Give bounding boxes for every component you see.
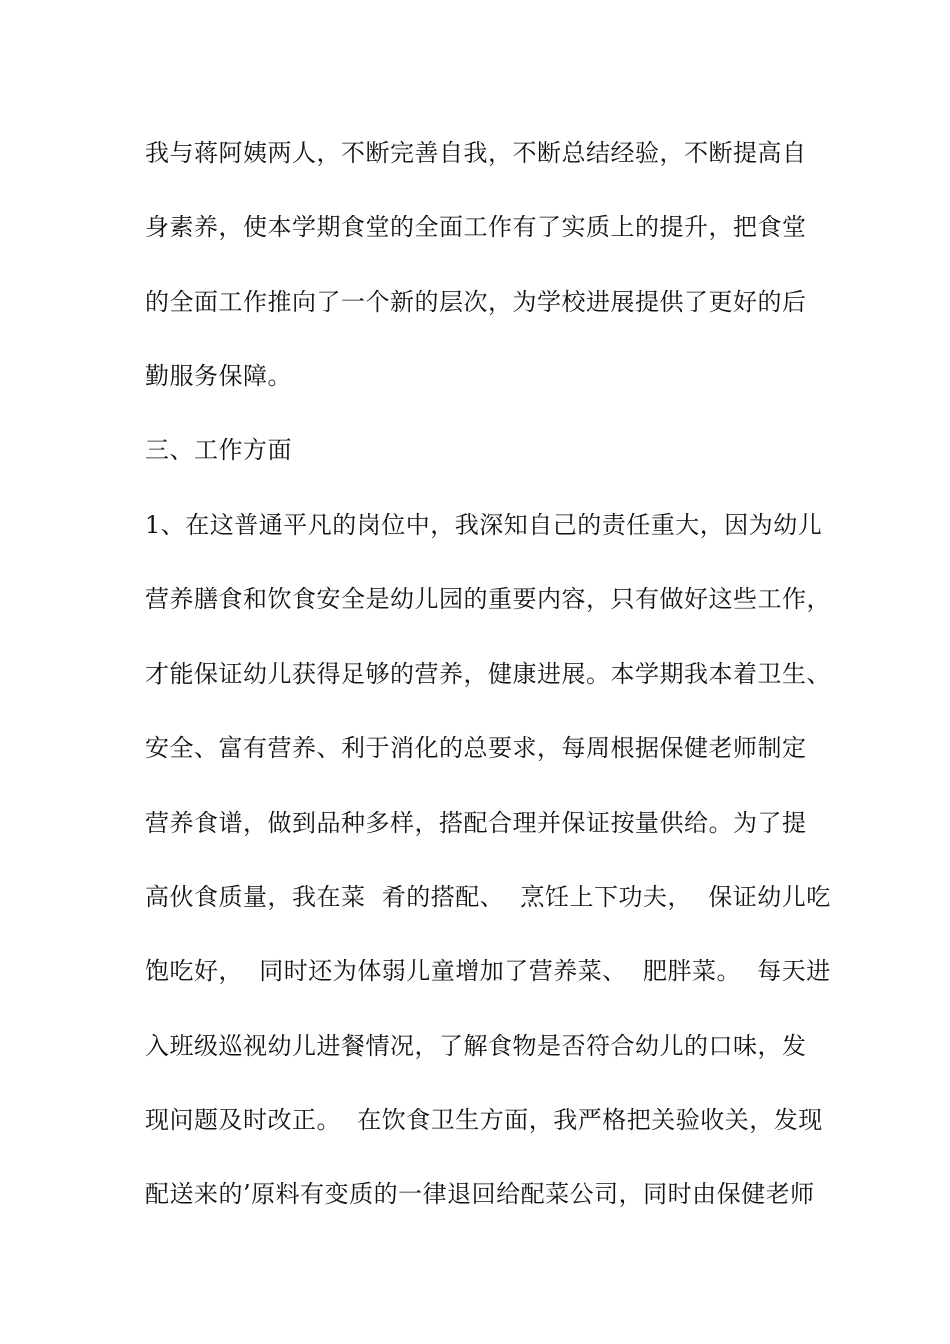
body-text-line: 勤服务保障。 (145, 362, 292, 390)
body-text-line: 安全、富有营养、利于消化的总要求，每周根据保健老师制定 (145, 734, 807, 762)
body-text-line: 身素养，使本学期食堂的全面工作有了实质上的提升，把食堂 (145, 213, 807, 241)
body-text-line: 入班级巡视幼儿进餐情况，了解食物是否符合幼儿的口味，发 (145, 1032, 807, 1060)
body-text-line: 营养膳食和饮食安全是幼儿园的重要内容，只有做好这些工作， (145, 585, 831, 613)
body-text-line: 饱吃好， 同时还为体弱儿童增加了营养菜、 肥胖菜。 每天进 (145, 957, 831, 985)
body-text-line: 才能保证幼儿获得足够的营养，健康进展。本学期我本着卫生、 (145, 660, 831, 688)
body-text-line: 配送来的’原料有变质的一律退回给配菜公司，同时由保健老师 (145, 1180, 815, 1208)
body-text-line: 我与蒋阿姨两人，不断完善自我，不断总结经验，不断提高自 (145, 139, 807, 167)
body-text-line: 现问题及时改正。 在饮食卫生方面，我严格把关验收关，发现 (145, 1106, 823, 1134)
body-text-line: 的全面工作推向了一个新的层次，为学校进展提供了更好的后 (145, 288, 807, 316)
body-text-line: 高伙食质量，我在菜 肴的搭配、 烹饪上下功夫， 保证幼儿吃 (145, 883, 831, 911)
body-text-line: 营养食谱，做到品种多样，搭配合理并保证按量供给。为了提 (145, 809, 807, 837)
body-text-line: 1、在这普通平凡的岗位中，我深知自己的责任重大，因为幼儿 (145, 511, 823, 539)
section-heading: 三、工作方面 (145, 436, 292, 464)
